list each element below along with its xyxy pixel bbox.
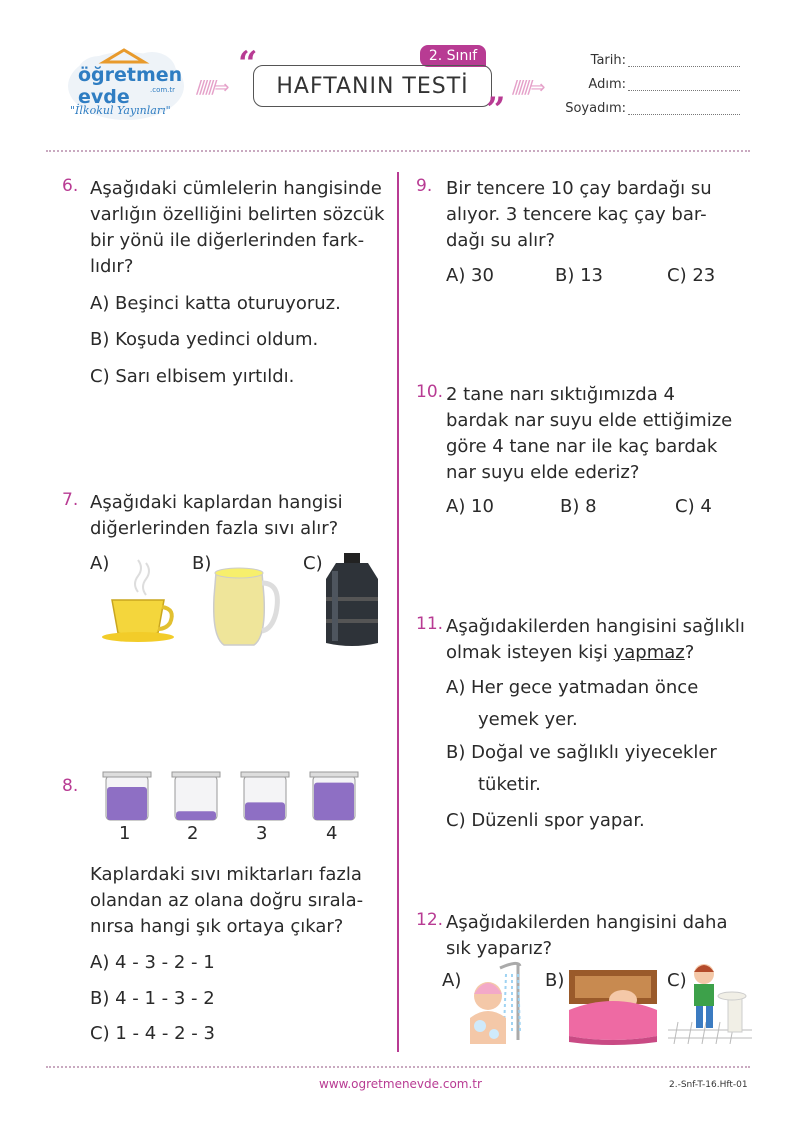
question-8-text bbox=[90, 862, 363, 940]
question-10-line: bardak nar suyu elde ettiğimize bbox=[446, 410, 733, 431]
question-6-line: lıdır? bbox=[90, 256, 134, 277]
question-6-option-c[interactable]: C) Sarı elbisem yırtıldı. bbox=[90, 366, 295, 387]
question-7-line: diğerlerinden fazla sıvı alır? bbox=[90, 518, 339, 539]
question-10-line: göre 4 tane nar ile kaç bardak bbox=[446, 436, 718, 457]
question-10-text bbox=[446, 382, 732, 486]
question-6-number: 6. bbox=[62, 176, 79, 196]
date-field[interactable] bbox=[628, 66, 740, 67]
question-9-option-b[interactable]: B) 13 bbox=[555, 265, 603, 286]
question-10-line: 2 tane narı sıktığımızda 4 bbox=[446, 384, 675, 405]
beaker-2 bbox=[172, 772, 220, 820]
logo-text: öğretmen evde bbox=[78, 64, 183, 108]
beaker-liquid-1 bbox=[107, 787, 147, 820]
question-8-option-c[interactable]: C) 1 - 4 - 2 - 3 bbox=[90, 1023, 215, 1044]
surname-field[interactable] bbox=[628, 114, 740, 115]
question-9-option-c[interactable]: C) 23 bbox=[667, 265, 716, 286]
question-11-option-b-line: tüketir. bbox=[478, 774, 541, 795]
question-11-option-a[interactable] bbox=[446, 677, 698, 730]
question-9-number: 9. bbox=[416, 176, 433, 196]
logo-domain: .com.tr bbox=[150, 86, 176, 94]
question-11-text bbox=[446, 614, 745, 666]
question-11-option-c[interactable]: C) Düzenli spor yapar. bbox=[446, 810, 645, 831]
water-bottle-icon bbox=[320, 553, 384, 649]
question-11-text-post: ? bbox=[684, 642, 695, 663]
question-7-number: 7. bbox=[62, 490, 79, 510]
question-6-option-a[interactable]: A) Beşinci katta oturuyoruz. bbox=[90, 293, 341, 314]
beaker-liquid-2 bbox=[176, 811, 216, 820]
question-9-option-a[interactable]: A) 30 bbox=[446, 265, 494, 286]
beakers-figure bbox=[100, 770, 360, 850]
question-9-line: dağı su alır? bbox=[446, 230, 556, 251]
brushing-teeth-child-icon bbox=[668, 960, 752, 1044]
arrow-right-icon-2: //////⇒ bbox=[512, 77, 543, 98]
question-12-line: sık yaparız? bbox=[446, 938, 553, 959]
question-12-text bbox=[446, 910, 728, 962]
sleeping-child-icon bbox=[563, 966, 663, 1046]
question-7-option-c[interactable]: C) bbox=[303, 553, 323, 574]
question-11-underlined-word: yapmaz bbox=[613, 642, 685, 663]
question-10-line: nar suyu elde ederiz? bbox=[446, 462, 640, 483]
footer-url[interactable]: www.ogretmenevde.com.tr bbox=[319, 1077, 482, 1091]
question-11-option-b-line: B) Doğal ve sağlıklı yiyecekler bbox=[446, 742, 717, 763]
question-11-option-a-line: A) Her gece yatmadan önce bbox=[446, 677, 699, 698]
header-divider bbox=[46, 150, 750, 152]
question-8-line: Kaplardaki sıvı miktarları fazla bbox=[90, 864, 362, 885]
question-7-option-a[interactable]: A) bbox=[90, 553, 110, 574]
shower-child-icon bbox=[460, 960, 540, 1050]
question-8-line: nırsa hangi şık ortaya çıkar? bbox=[90, 916, 344, 937]
close-quote-icon: ” bbox=[486, 90, 506, 130]
beaker-4 bbox=[310, 772, 358, 820]
question-10-number: 10. bbox=[416, 382, 444, 402]
footer-code: 2.-Snf-T-16.Hft-01 bbox=[669, 1080, 748, 1090]
beaker-label-3: 3 bbox=[256, 823, 268, 844]
question-8-line: olandan az olana doğru sırala- bbox=[90, 890, 364, 911]
question-6-line: Aşağıdaki cümlelerin hangisinde bbox=[90, 178, 382, 199]
question-6-line: bir yönü ile diğerlerinden fark- bbox=[90, 230, 365, 251]
question-6-line: varlığın özelliğini belirten sözcük bbox=[90, 204, 385, 225]
beaker-1 bbox=[103, 772, 151, 820]
question-11-text-pre: olmak isteyen kişi bbox=[446, 642, 614, 663]
beaker-liquid-3 bbox=[245, 802, 285, 820]
beaker-label-4: 4 bbox=[326, 823, 338, 844]
question-8-option-a[interactable]: A) 4 - 3 - 2 - 1 bbox=[90, 952, 215, 973]
question-9-line: Bir tencere 10 çay bardağı su bbox=[446, 178, 712, 199]
question-7-line: Aşağıdaki kaplardan hangisi bbox=[90, 492, 343, 513]
tea-cup-icon bbox=[100, 555, 180, 645]
question-9-line: alıyor. 3 tencere kaç çay bar- bbox=[446, 204, 707, 225]
question-12-option-c[interactable]: C) bbox=[667, 970, 687, 991]
beaker-label-2: 2 bbox=[187, 823, 199, 844]
footer-divider bbox=[46, 1066, 750, 1068]
beaker-label-1: 1 bbox=[119, 823, 131, 844]
lemonade-jug-icon bbox=[206, 557, 284, 649]
question-12-line: Aşağıdakilerden hangisini daha bbox=[446, 912, 728, 933]
question-7-text bbox=[90, 490, 343, 542]
question-10-option-a[interactable]: A) 10 bbox=[446, 496, 494, 517]
open-quote-icon: “ bbox=[238, 44, 258, 84]
question-11-line: Aşağıdakilerden hangisini sağlıklı bbox=[446, 616, 745, 637]
question-6-option-b[interactable]: B) Koşuda yedinci oldum. bbox=[90, 329, 319, 350]
grade-badge: 2. Sınıf bbox=[420, 45, 486, 67]
date-label: Tarih: bbox=[590, 53, 626, 68]
question-9-text bbox=[446, 176, 712, 254]
question-8-number: 8. bbox=[62, 776, 79, 796]
question-6-text bbox=[90, 176, 384, 280]
arrow-right-icon: //////⇒ bbox=[196, 77, 227, 98]
logo bbox=[64, 44, 194, 129]
question-12-number: 12. bbox=[416, 910, 444, 930]
question-11-option-b[interactable] bbox=[446, 742, 717, 795]
question-10-option-c[interactable]: C) 4 bbox=[675, 496, 712, 517]
column-divider bbox=[397, 172, 399, 1052]
question-11-line bbox=[446, 640, 745, 666]
question-11-number: 11. bbox=[416, 614, 444, 634]
beaker-liquid-4 bbox=[314, 783, 354, 820]
surname-label: Soyadım: bbox=[565, 101, 626, 116]
page-title: HAFTANIN TESTİ bbox=[253, 65, 492, 107]
beaker-3 bbox=[241, 772, 289, 820]
question-12-option-a[interactable]: A) bbox=[442, 970, 462, 991]
question-10-option-b[interactable]: B) 8 bbox=[560, 496, 597, 517]
question-11-option-a-line: yemek yer. bbox=[478, 709, 578, 730]
logo-tagline: "İlkokul Yayınları" bbox=[70, 104, 171, 117]
question-8-option-b[interactable]: B) 4 - 1 - 3 - 2 bbox=[90, 988, 215, 1009]
name-field[interactable] bbox=[628, 90, 740, 91]
name-label: Adım: bbox=[588, 77, 626, 92]
question-7-option-b[interactable]: B) bbox=[192, 553, 212, 574]
question-12-option-b[interactable]: B) bbox=[545, 970, 565, 991]
